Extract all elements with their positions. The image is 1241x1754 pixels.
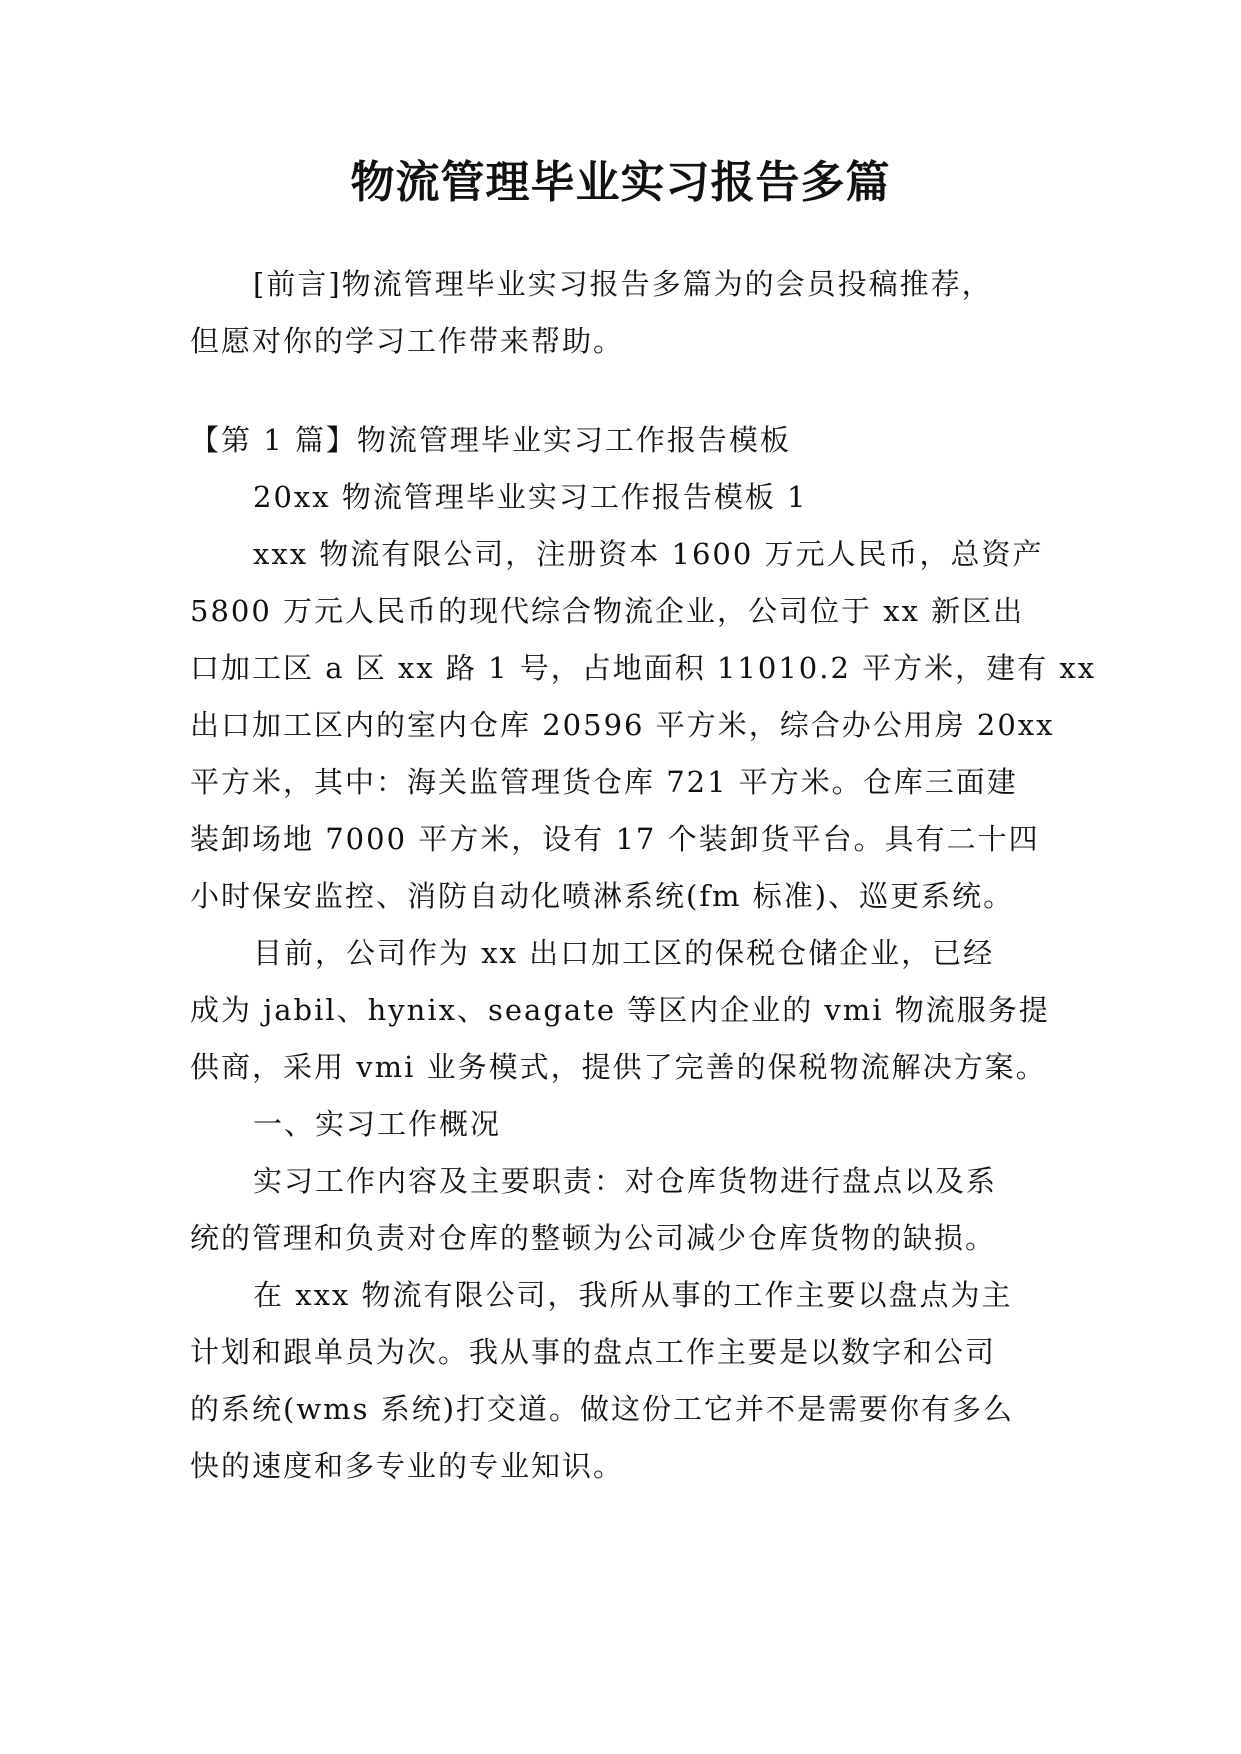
body-line: 小时保安监控、消防自动化喷淋系统(fm 标准)、巡更系统。 bbox=[190, 879, 1015, 913]
body-line: 出口加工区内的室内仓库 20596 平方米，综合办公用房 20xx bbox=[190, 708, 1055, 742]
body-line: 装卸场地 7000 平方米，设有 17 个装卸货平台。具有二十四 bbox=[190, 822, 1040, 856]
body-line: xxx 物流有限公司，注册资本 1600 万元人民币，总资产 bbox=[253, 537, 1044, 571]
preface-line-2: 但愿对你的学习工作带来帮助。 bbox=[190, 324, 625, 358]
body-line: 统的管理和负责对仓库的整顿为公司减少仓库货物的缺损。 bbox=[190, 1221, 997, 1255]
preface-line-1: [前言]物流管理毕业实习报告多篇为的会员投稿推荐， bbox=[253, 267, 993, 301]
section-heading: 【第 1 篇】物流管理毕业实习工作报告模板 bbox=[190, 423, 791, 457]
body-line: 供商，采用 vmi 业务模式，提供了完善的保税物流解决方案。 bbox=[190, 1050, 1047, 1084]
body-line: 在 xxx 物流有限公司，我所从事的工作主要以盘点为主 bbox=[253, 1278, 1013, 1312]
body-line: 平方米，其中：海关监管理货仓库 721 平方米。仓库三面建 bbox=[190, 765, 1018, 799]
subsection-heading: 一、实习工作概况 bbox=[253, 1107, 502, 1141]
body-line: 计划和跟单员为次。我从事的盘点工作主要是以数字和公司 bbox=[190, 1335, 997, 1369]
body-line: 实习工作内容及主要职责：对仓库货物进行盘点以及系 bbox=[253, 1164, 998, 1198]
body-line: 5800 万元人民币的现代综合物流企业，公司位于 xx 新区出 bbox=[190, 594, 1025, 628]
body-line: 口加工区 a 区 xx 路 1 号，占地面积 11010.2 平方米，建有 xx bbox=[190, 651, 1097, 685]
body-line: 20xx 物流管理毕业实习工作报告模板 1 bbox=[253, 480, 808, 514]
body-line: 目前，公司作为 xx 出口加工区的保税仓储企业，已经 bbox=[253, 936, 995, 970]
body-line: 的系统(wms 系统)打交道。做这份工它并不是需要你有多么 bbox=[190, 1392, 1015, 1426]
body-line: 成为 jabil、hynix、seagate 等区内企业的 vmi 物流服务提 bbox=[190, 993, 1050, 1027]
body-line: 快的速度和多专业的专业知识。 bbox=[190, 1449, 625, 1483]
document-title: 物流管理毕业实习报告多篇 bbox=[350, 157, 891, 208]
